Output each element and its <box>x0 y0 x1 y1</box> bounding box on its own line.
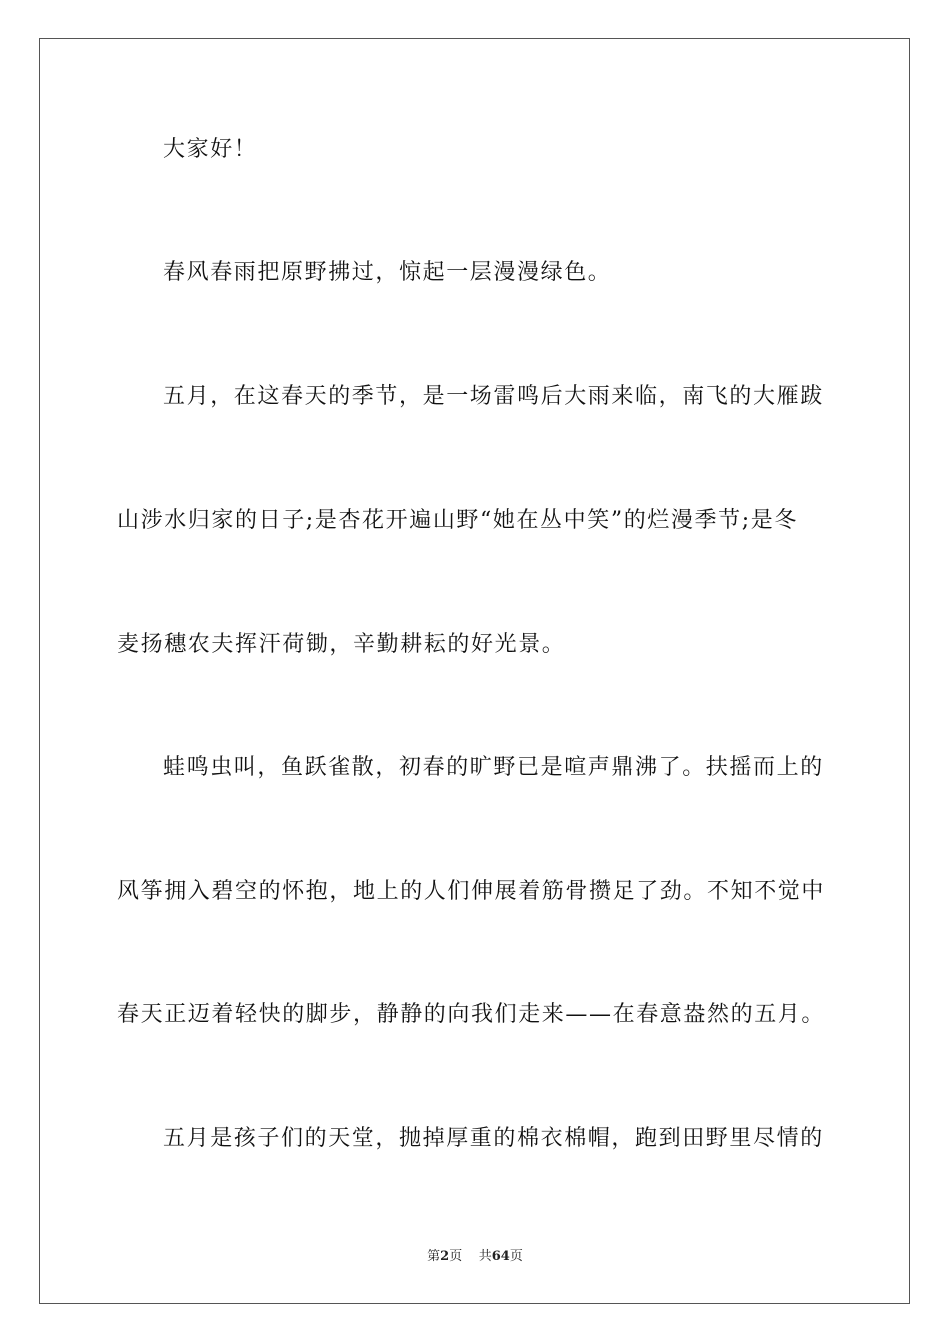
greeting-line: 大家好！ <box>163 137 258 162</box>
page-number: 2 <box>440 1249 450 1264</box>
paragraph-line: 春风春雨把原野拂过，惊起一层漫漫绿色。 <box>163 260 612 285</box>
paragraph-line: 五月是孩子们的天堂，抛掉厚重的棉衣棉帽，跑到田野里尽情的 <box>163 1126 824 1151</box>
total-suffix: 页 <box>509 1249 523 1264</box>
page-suffix: 页 <box>449 1249 463 1264</box>
paragraph-line: 春天正迈着轻快的脚步，静静的向我们走来——在春意盎然的五月。 <box>117 1002 826 1027</box>
page-prefix: 第 <box>427 1249 441 1264</box>
page-border <box>39 38 910 1304</box>
paragraph-line: 风筝拥入碧空的怀抱，地上的人们伸展着筋骨攒足了劲。不知不觉中 <box>117 879 826 904</box>
total-pages: 64 <box>491 1249 510 1264</box>
paragraph-line: 蛙鸣虫叫，鱼跃雀散，初春的旷野已是喧声鼎沸了。扶摇而上的 <box>163 755 824 780</box>
total-prefix: 共 <box>478 1249 492 1264</box>
page-footer <box>0 1248 950 1266</box>
paragraph-line: 山涉水归家的日子;是杏花开遍山野“她在丛中笑”的烂漫季节;是冬 <box>117 508 798 533</box>
paragraph-line: 麦扬穗农夫挥汗荷锄，辛勤耕耘的好光景。 <box>117 632 566 657</box>
paragraph-line: 五月，在这春天的季节，是一场雷鸣后大雨来临，南飞的大雁跋 <box>163 384 824 409</box>
